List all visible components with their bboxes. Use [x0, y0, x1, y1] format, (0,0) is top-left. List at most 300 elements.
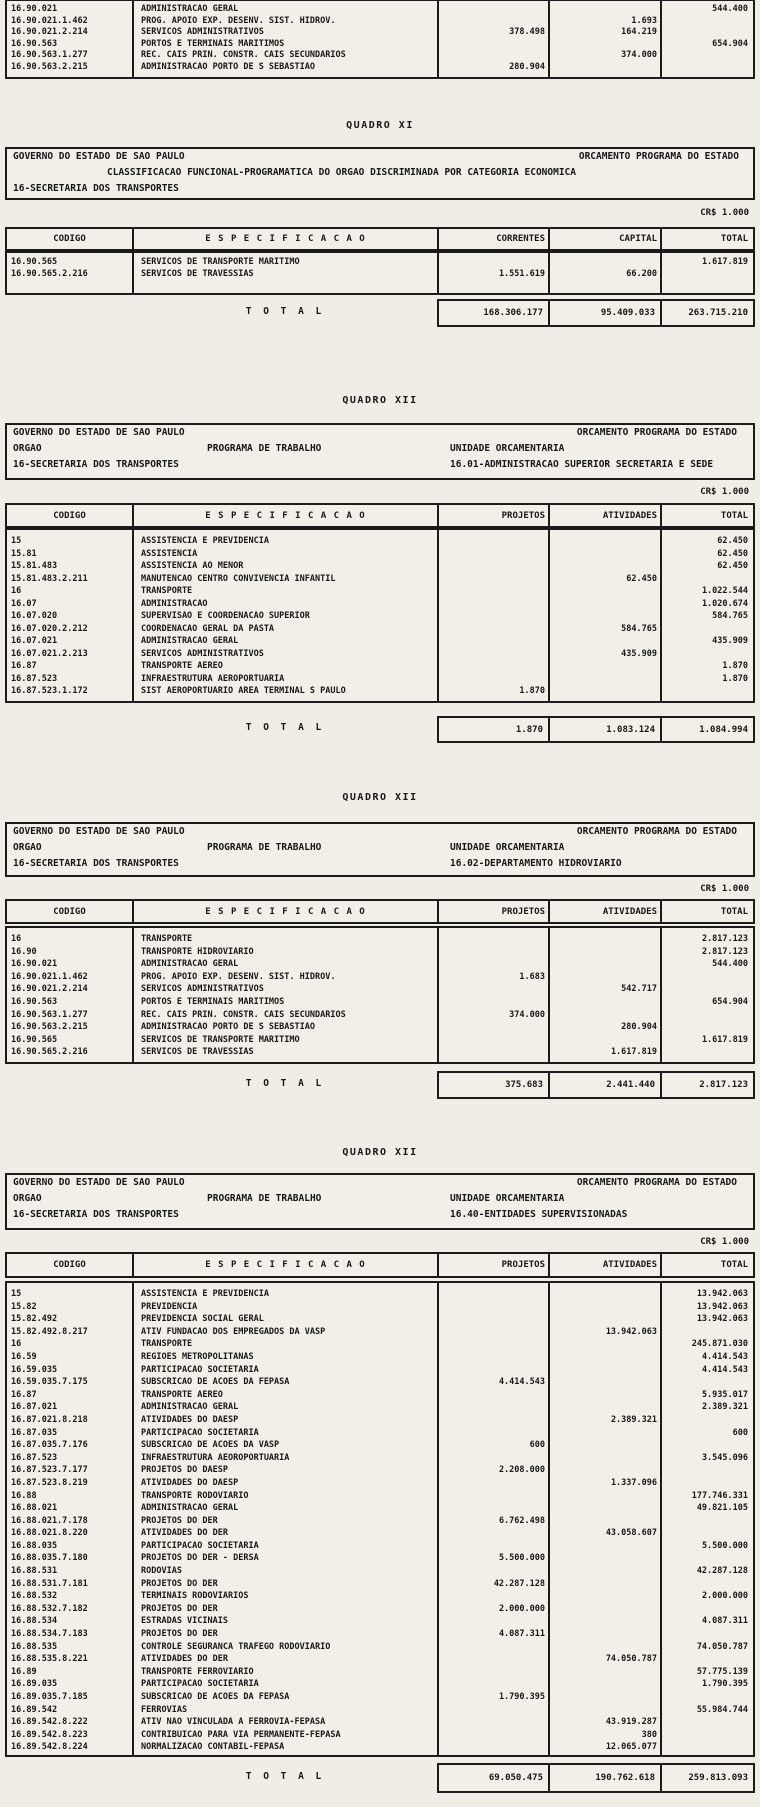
cell-codigo: 16.89.542	[11, 1704, 58, 1715]
cell-value-2	[550, 585, 662, 598]
cell-total: 600	[732, 1427, 748, 1438]
column-header-total: TOTAL	[720, 510, 748, 521]
cell-value-1: 374.000	[509, 1009, 545, 1020]
government-label: GOVERNO DO ESTADO DE SAO PAULO	[13, 1177, 185, 1188]
cell-total	[662, 1414, 753, 1427]
header-line	[7, 1177, 753, 1193]
cell-total: 435.909	[712, 636, 748, 646]
cell-especificacao: SUPERVISAO E COORDENACAO SUPERIOR	[141, 611, 310, 621]
orcamento-label: ORCAMENTO PROGRAMA DO ESTADO	[576, 1177, 737, 1188]
cell-value-1	[439, 50, 550, 62]
column-divider	[548, 1, 550, 77]
cell-especificacao: SUBSCRICAO DE ACOES DA FEPASA	[141, 1692, 290, 1702]
cell-value-1: 1.551.619	[498, 268, 545, 279]
cell-value-1	[439, 1364, 550, 1377]
cell-total: 1.870	[722, 673, 748, 684]
header-line	[7, 183, 753, 199]
cell-total: 1.022.544	[701, 586, 748, 596]
cell-total: 5.935.017	[701, 1389, 748, 1400]
cell-value-1: 5.500.000	[498, 1553, 545, 1564]
cell-value-1	[439, 983, 550, 996]
header-box	[5, 1173, 755, 1230]
cell-especificacao: ATIV FUNDACAO DOS EMPREGADOS DA VASP	[141, 1326, 326, 1337]
cell-value-2: 66.200	[626, 268, 657, 279]
cell-especificacao: TERMINAIS RODOVIARIOS	[141, 1591, 249, 1602]
cell-especificacao: SERVICOS ADMINISTRATIVOS	[141, 27, 264, 38]
column-divider	[660, 505, 662, 526]
cell-value-1	[439, 4, 550, 16]
table-row	[7, 610, 753, 623]
cell-value-2	[550, 1401, 662, 1414]
table-row	[7, 1527, 753, 1540]
cell-value-2: 12.065.077	[605, 1742, 657, 1753]
cell-total	[662, 1326, 753, 1339]
orgao-label: ORGAO	[13, 842, 42, 853]
cell-total: 5.500.000	[701, 1540, 748, 1551]
cell-total	[662, 1527, 753, 1540]
table-row	[7, 1376, 753, 1389]
table-row	[7, 548, 753, 561]
table-row	[7, 1578, 753, 1591]
cell-codigo: 16.90.021	[11, 959, 58, 970]
cell-total: 4.414.543	[701, 1364, 748, 1375]
cell-value-2	[550, 39, 662, 51]
cell-value-1: 4.414.543	[498, 1377, 545, 1388]
column-divider	[132, 505, 134, 526]
cell-total: 177.746.331	[691, 1490, 748, 1501]
cell-codigo: 16.90.563.1.277	[11, 50, 88, 61]
cell-especificacao: ADMINISTRACAO GERAL	[141, 636, 239, 646]
table-row	[7, 958, 753, 971]
table-row	[7, 673, 753, 686]
cell-total: 62.450	[717, 536, 748, 546]
column-divider	[660, 253, 662, 293]
column-divider	[132, 229, 134, 249]
cell-value-1	[439, 1490, 550, 1503]
cell-codigo: 16.88.035.7.180	[11, 1553, 88, 1564]
table-row	[7, 1490, 753, 1503]
cell-especificacao: PORTOS E TERMINAIS MARITIMOS	[141, 996, 285, 1007]
table-header	[5, 227, 755, 251]
cell-codigo: 16	[11, 1339, 22, 1350]
cell-value-2: 280.904	[621, 1022, 657, 1033]
column-header-correntes: CORRENTES	[496, 234, 545, 244]
cell-value-1	[439, 648, 550, 661]
table-row	[7, 946, 753, 959]
table-row	[7, 1034, 753, 1047]
orgao-value: 16-SECRETARIA DOS TRANSPORTES	[13, 459, 179, 470]
cell-codigo: 16.88.021.7.178	[11, 1515, 88, 1526]
column-divider	[437, 530, 439, 701]
cell-especificacao: INFRAESTRUTURA AEOROPORTUARIA	[141, 1452, 290, 1463]
table-row	[7, 933, 753, 946]
column-divider	[132, 1283, 134, 1755]
cell-especificacao: TRANSPORTE RODOVIARIO	[141, 1490, 249, 1501]
cell-value-1	[439, 1477, 550, 1490]
table-row	[7, 1338, 753, 1351]
total-label: T O T A L	[245, 306, 325, 317]
cell-total	[662, 1628, 753, 1641]
cell-value-2: 1.337.096	[610, 1477, 657, 1488]
cell-especificacao: FERROVIAS	[141, 1704, 188, 1715]
cell-value-2	[550, 971, 662, 984]
table-row	[7, 996, 753, 1009]
government-label: GOVERNO DO ESTADO DE SAO PAULO	[13, 427, 185, 438]
cell-value-1	[439, 1527, 550, 1540]
cell-value-2	[550, 1288, 662, 1301]
cell-codigo: 16.87	[11, 661, 37, 671]
cell-codigo: 15.81	[11, 548, 37, 559]
table-row	[7, 62, 753, 74]
cell-value-2	[550, 1301, 662, 1314]
table-row	[7, 1414, 753, 1427]
cell-especificacao: PROJETOS DO DAESP	[141, 1465, 228, 1476]
total-row	[437, 299, 755, 327]
cell-value-2	[550, 1565, 662, 1578]
cell-value-2: 584.765	[621, 623, 657, 634]
cell-total: 1.617.819	[701, 257, 748, 267]
column-divider	[548, 301, 550, 325]
column-divider	[660, 1, 662, 77]
column-header-codigo: CODIGO	[53, 906, 86, 917]
cell-codigo: 16.87.523.1.172	[11, 686, 88, 696]
cell-total	[662, 269, 753, 281]
column-header-especificacao: E S P E C I F I C A C A O	[205, 1260, 366, 1270]
cell-value-1	[439, 1502, 550, 1515]
cell-total	[662, 623, 753, 636]
cell-codigo: 16.87.523.7.177	[11, 1465, 88, 1476]
cell-value-1: 42.287.128	[493, 1578, 545, 1589]
cell-total: 654.904	[712, 38, 748, 49]
cell-especificacao: PARTICIPACAO SOCIETARIA	[141, 1427, 259, 1438]
total-projetos: 375.683	[505, 1080, 543, 1090]
cell-value-2	[550, 560, 662, 573]
cell-value-2: 164.219	[621, 27, 657, 38]
cell-value-2	[550, 1427, 662, 1440]
column-header-projetos: PROJETOS	[501, 1260, 545, 1270]
cell-codigo: 16.87.523	[11, 1452, 58, 1463]
cell-value-1: 2.208.000	[498, 1465, 545, 1476]
cell-codigo: 16.89	[11, 1666, 37, 1677]
column-divider	[437, 229, 439, 249]
cell-total	[662, 573, 753, 586]
cell-codigo: 16.87.021.8.218	[11, 1414, 88, 1425]
cell-codigo: 16.07	[11, 598, 37, 609]
cell-total: 13.942.063	[696, 1301, 748, 1312]
table-row	[7, 1615, 753, 1628]
cell-codigo: 16.89.035	[11, 1679, 58, 1690]
cell-especificacao: ESTRADAS VICINAIS	[141, 1616, 228, 1627]
column-divider	[437, 928, 439, 1062]
cell-total: 1.870	[722, 661, 748, 671]
cell-codigo: 16.90.021.1.462	[11, 15, 88, 26]
cell-codigo: 16.90.565	[11, 1034, 58, 1045]
cell-value-2	[550, 1628, 662, 1641]
cell-especificacao: ADMINISTRACAO PORTO DE S SEBASTIAO	[141, 1022, 315, 1033]
table-row	[7, 1628, 753, 1641]
column-divider	[660, 301, 662, 325]
cell-value-1	[439, 1729, 550, 1742]
cell-value-2	[550, 610, 662, 623]
cell-especificacao: ASSISTENCIA E PREVIDENCIA	[141, 536, 269, 546]
currency-label: CR$ 1.000	[700, 884, 749, 894]
cell-value-1	[439, 585, 550, 598]
cell-especificacao: ADMINISTRACAO GERAL	[141, 4, 239, 14]
column-divider	[132, 530, 134, 701]
cell-value-2	[550, 1666, 662, 1679]
column-header-codigo: CODIGO	[53, 234, 86, 244]
table-body	[5, 926, 755, 1064]
table-header	[5, 899, 755, 924]
cell-especificacao: SERVICOS DE TRAVESSIAS	[141, 1047, 254, 1058]
table-row	[7, 573, 753, 586]
orcamento-label: ORCAMENTO PROGRAMA DO ESTADO	[576, 826, 737, 837]
table-body	[5, 528, 755, 703]
cell-value-1	[439, 673, 550, 686]
cell-especificacao: REGIOES METROPOLITANAS	[141, 1351, 254, 1362]
column-divider	[548, 1283, 550, 1755]
total-label: T O T A L	[245, 722, 325, 733]
cell-value-2	[550, 933, 662, 946]
cell-value-2	[550, 1464, 662, 1477]
total-geral: 263.715.210	[688, 308, 748, 318]
cell-value-1	[439, 1427, 550, 1440]
unidade-value: 16.01-ADMINISTRACAO SUPERIOR SECRETARIA E SEDE	[450, 459, 714, 470]
cell-value-1	[439, 257, 550, 269]
cell-especificacao: TRANSPORTE HIDROVIARIO	[141, 946, 254, 957]
table-row	[7, 4, 753, 16]
column-divider	[548, 1073, 550, 1097]
table-row	[7, 1653, 753, 1666]
column-header-atividades: ATIVIDADES	[602, 906, 657, 917]
cell-total	[662, 1439, 753, 1452]
table-row	[7, 983, 753, 996]
cell-total: 544.400	[712, 959, 748, 970]
table-row	[7, 648, 753, 661]
column-divider	[548, 1254, 550, 1276]
total-row	[437, 1071, 755, 1099]
unidade-value: 16.40-ENTIDADES SUPERVISIONADAS	[450, 1209, 628, 1220]
column-header-projetos: PROJETOS	[501, 510, 545, 521]
cell-value-2	[550, 685, 662, 698]
table-row	[7, 1301, 753, 1314]
cell-total	[662, 16, 753, 28]
cell-value-2	[550, 1552, 662, 1565]
cell-especificacao: PROJETOS DO DER	[141, 1629, 218, 1640]
cell-codigo: 16.88.532.7.182	[11, 1603, 88, 1614]
cell-especificacao: SUBSCRICAO DE ACOES DA FEPASA	[141, 1377, 290, 1388]
cell-value-1	[439, 1666, 550, 1679]
cell-codigo: 16.87.523	[11, 673, 58, 684]
cell-especificacao: ADMINISTRACAO GERAL	[141, 959, 239, 970]
cell-value-1	[439, 635, 550, 648]
cell-codigo: 16.88.531	[11, 1566, 58, 1577]
cell-total	[662, 50, 753, 62]
cell-value-2: 374.000	[621, 50, 657, 61]
cell-value-1	[439, 1716, 550, 1729]
cell-value-2	[550, 1615, 662, 1628]
quadro-title: QUADRO XI	[346, 120, 414, 131]
cell-especificacao: PROJETOS DO DER	[141, 1603, 218, 1614]
cell-especificacao: PARTICIPACAO SOCIETARIA	[141, 1540, 259, 1551]
cell-especificacao: TRANSPORTE	[141, 934, 193, 944]
table-body	[5, 0, 755, 79]
cell-codigo: 16.90.021.2.214	[11, 27, 88, 38]
cell-codigo: 16.90.563.2.215	[11, 1022, 88, 1033]
cell-especificacao: PROJETOS DO DER	[141, 1515, 218, 1526]
cell-codigo: 16.89.035.7.185	[11, 1692, 88, 1702]
unidade-label: UNIDADE ORCAMENTARIA	[450, 1193, 565, 1204]
cell-especificacao: SERVICOS DE TRANSPORTE MARITIMO	[141, 257, 300, 267]
cell-especificacao: PARTICIPACAO SOCIETARIA	[141, 1679, 259, 1690]
cell-value-2	[550, 1364, 662, 1377]
column-header-projetos: PROJETOS	[501, 906, 545, 917]
cell-especificacao: CONTRIBUICAO PARA VIA PERMANENTE-FEPASA	[141, 1729, 341, 1740]
cell-total	[662, 1376, 753, 1389]
header-line	[7, 826, 753, 842]
column-divider	[660, 1073, 662, 1097]
column-divider	[437, 253, 439, 293]
cell-total: 1.790.395	[701, 1679, 748, 1690]
cell-value-1: 2.000.000	[498, 1603, 545, 1614]
cell-value-2	[550, 1439, 662, 1452]
column-divider	[548, 253, 550, 293]
cell-especificacao: INFRAESTRUTURA AEROPORTUARIA	[141, 673, 285, 684]
cell-value-1	[439, 1351, 550, 1364]
classificacao-label: CLASSIFICACAO FUNCIONAL-PROGRAMATICA DO ORGAO DISCRIMINADA POR CATEGORIA ECONOMICA	[107, 167, 576, 178]
table-row	[7, 27, 753, 39]
cell-value-2	[550, 673, 662, 686]
cell-especificacao: TRANSPORTE FERROVIARIO	[141, 1666, 254, 1677]
cell-codigo: 16.59	[11, 1351, 37, 1362]
cell-value-1	[439, 1741, 550, 1754]
orcamento-label: ORCAMENTO PROGRAMA DO ESTADO	[576, 427, 737, 438]
column-divider	[437, 505, 439, 526]
government-label: GOVERNO DO ESTADO DE SAO PAULO	[13, 151, 185, 162]
cell-codigo: 16.88.535.8.221	[11, 1654, 88, 1665]
cell-total	[662, 1515, 753, 1528]
table-row	[7, 585, 753, 598]
cell-value-1	[439, 598, 550, 611]
cell-value-2: 13.942.063	[605, 1326, 657, 1337]
table-row	[7, 1590, 753, 1603]
table-row	[7, 685, 753, 698]
total-projetos: 69.050.475	[488, 1773, 543, 1783]
header-box	[5, 822, 755, 877]
table-header	[5, 1252, 755, 1278]
cell-total: 62.450	[717, 561, 748, 571]
cell-total: 2.817.123	[701, 934, 748, 944]
cell-total	[662, 62, 753, 74]
cell-codigo: 15.82.492.8.217	[11, 1326, 88, 1337]
total-correntes: 168.306.177	[483, 308, 543, 318]
table-row	[7, 1452, 753, 1465]
column-header-total: TOTAL	[720, 906, 748, 917]
unidade-label: UNIDADE ORCAMENTARIA	[450, 443, 565, 454]
cell-total	[662, 983, 753, 996]
cell-value-2	[550, 1490, 662, 1503]
cell-value-1	[439, 1590, 550, 1603]
cell-total: 4.414.543	[701, 1351, 748, 1362]
cell-especificacao: RODOVIAS	[141, 1566, 182, 1577]
cell-especificacao: ATIVIDADES DO DAESP	[141, 1477, 239, 1488]
orcamento-label: ORCAMENTO PROGRAMA DO ESTADO	[578, 151, 739, 162]
cell-value-2	[550, 946, 662, 959]
table-header	[5, 503, 755, 528]
cell-total	[662, 1009, 753, 1022]
cell-total: 1.617.819	[701, 1034, 748, 1045]
cell-codigo: 16.89.542.8.224	[11, 1742, 88, 1753]
orgao-value: 16-SECRETARIA DOS TRANSPORTES	[13, 183, 179, 194]
cell-codigo: 16.90	[11, 946, 37, 957]
total-row	[437, 716, 755, 743]
table-row	[7, 1691, 753, 1704]
cell-total	[662, 1653, 753, 1666]
cell-value-1	[439, 660, 550, 673]
column-divider	[660, 1765, 662, 1791]
cell-value-1: 4.087.311	[498, 1629, 545, 1640]
cell-value-1: 1.683	[519, 971, 545, 982]
cell-especificacao: COORDENACAO GERAL DA PASTA	[141, 623, 275, 634]
cell-total	[662, 1021, 753, 1034]
header-line	[7, 443, 753, 459]
cell-total: 245.871.030	[691, 1339, 748, 1350]
cell-especificacao: PROJETOS DO DER	[141, 1578, 218, 1589]
column-divider	[660, 229, 662, 249]
cell-codigo: 16.88.035	[11, 1540, 58, 1551]
cell-especificacao: CONTROLE SEGURANCA TRAFEGO RODOVIARIO	[141, 1641, 331, 1652]
quadro-title: QUADRO XII	[342, 792, 418, 803]
cell-value-2	[550, 1313, 662, 1326]
cell-total: 2.817.123	[701, 946, 748, 957]
currency-label: CR$ 1.000	[700, 1237, 749, 1247]
cell-value-2	[550, 535, 662, 548]
cell-value-2	[550, 1704, 662, 1717]
cell-total	[662, 1046, 753, 1059]
column-divider	[437, 1254, 439, 1276]
column-divider	[548, 928, 550, 1062]
cell-especificacao: PROG. APOIO EXP. DESENV. SIST. HIDROV.	[141, 15, 336, 26]
cell-codigo: 16.87.035	[11, 1427, 58, 1438]
cell-value-1	[439, 933, 550, 946]
cell-codigo: 16.90.565.2.216	[11, 268, 88, 279]
programa-label: PROGRAMA DE TRABALHO	[207, 842, 322, 853]
cell-value-1	[439, 573, 550, 586]
cell-value-2	[550, 1502, 662, 1515]
cell-total: 13.942.063	[696, 1314, 748, 1325]
column-header-especificacao: E S P E C I F I C A C A O	[205, 234, 366, 244]
cell-value-2: 43.058.607	[605, 1528, 657, 1539]
table-row	[7, 16, 753, 28]
column-divider	[548, 530, 550, 701]
cell-codigo: 15.81.483.2.211	[11, 573, 88, 584]
cell-value-2	[550, 4, 662, 16]
cell-especificacao: TRANSPORTE	[141, 1339, 193, 1350]
header-line	[7, 459, 753, 475]
cell-value-1	[439, 1313, 550, 1326]
cell-total: 2.389.321	[701, 1402, 748, 1413]
cell-codigo: 16.90.563	[11, 38, 58, 49]
table-row	[7, 1565, 753, 1578]
cell-value-1	[439, 946, 550, 959]
table-row	[7, 1641, 753, 1654]
table-row	[7, 1515, 753, 1528]
cell-value-2: 62.450	[626, 573, 657, 584]
cell-value-2	[550, 1578, 662, 1591]
header-line	[7, 1193, 753, 1209]
column-header-atividades: ATIVIDADES	[602, 1260, 657, 1270]
cell-value-1	[439, 610, 550, 623]
